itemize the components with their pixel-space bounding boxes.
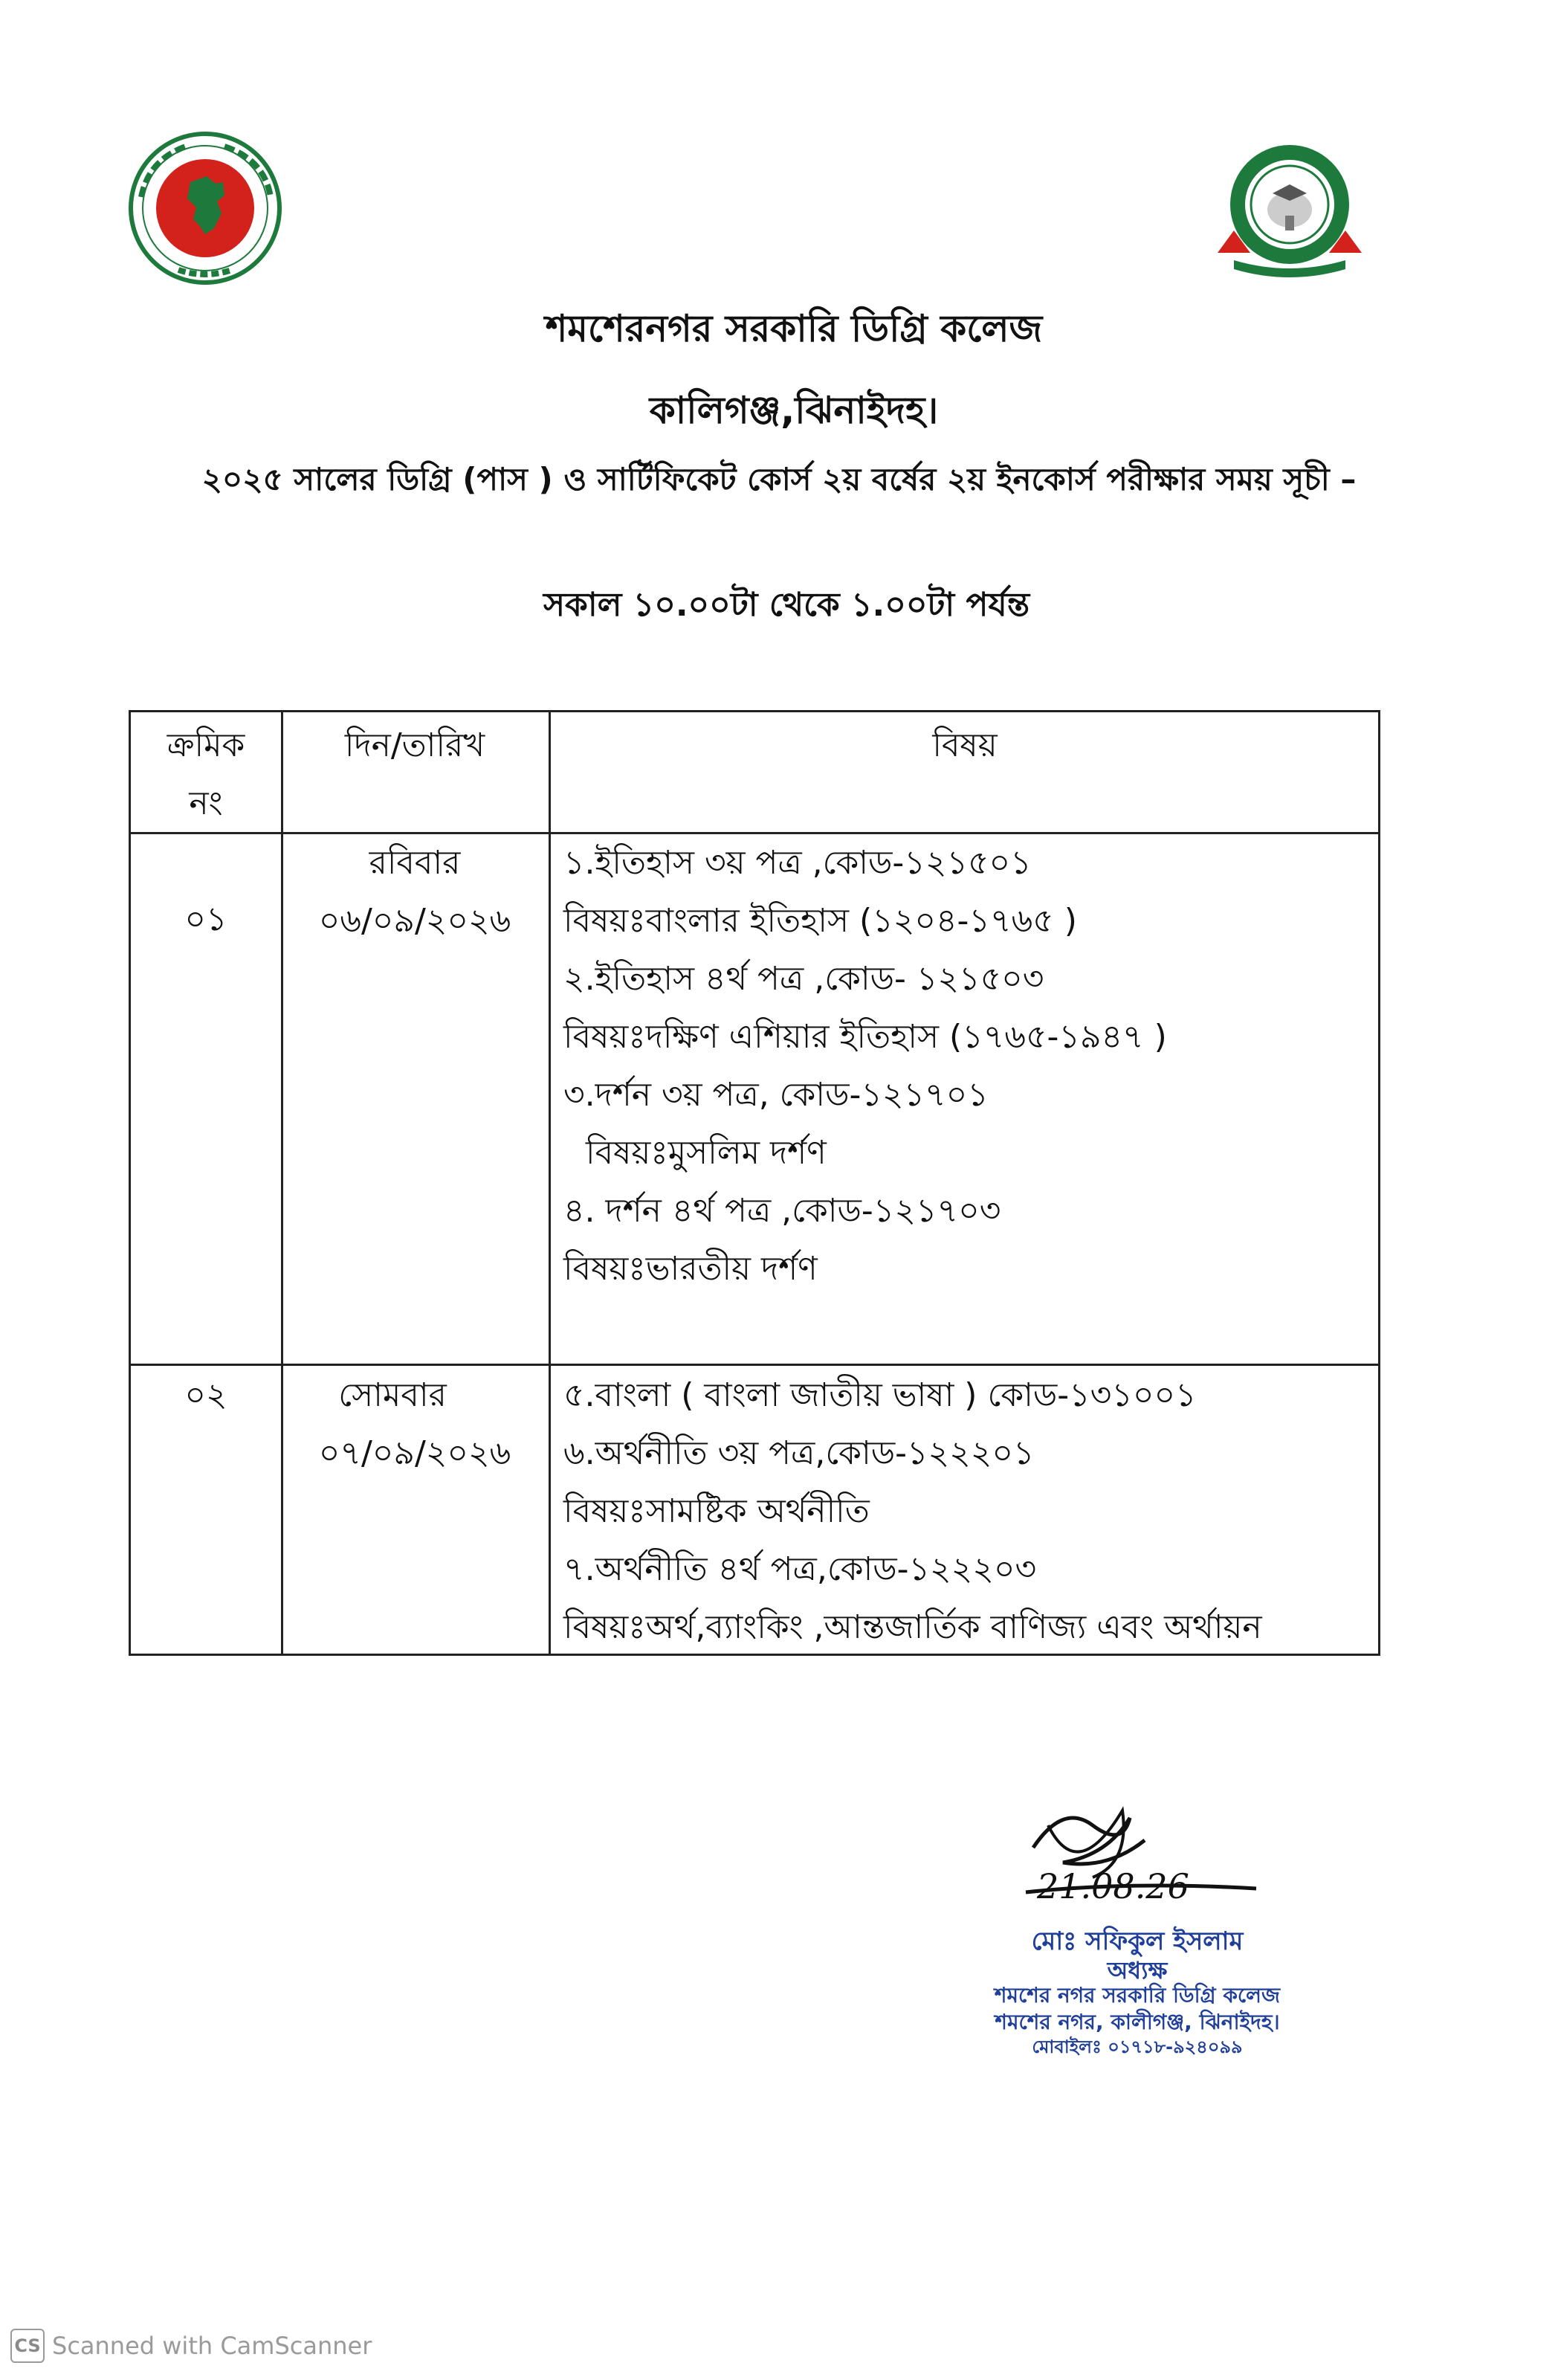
stamp-college: শমশের নগর সরকারি ডিগ্রি কলেজ (994, 1983, 1281, 2007)
table-divider (549, 712, 551, 1654)
college-name: শমশেরনগর সরকারি ডিগ্রি কলেজ (545, 307, 1043, 350)
row-2-serial: ০২ (184, 1376, 227, 1414)
subject-line: ৫.বাংলা ( বাংলা জাতীয় ভাষা ) কোড-১৩১০০১ (563, 1376, 1197, 1414)
subject-line: বিষয়ঃদক্ষিণ এশিয়ার ইতিহাস (১৭৬৫-১৯৪৭ ) (563, 1018, 1167, 1056)
header-day-date: দিন/তারিখ (344, 726, 485, 764)
college-emblem-logo (1212, 141, 1368, 283)
stamp-name: মোঃ সফিকুল ইসলাম (1031, 1926, 1244, 1956)
exam-schedule-table (129, 710, 1380, 1656)
subject-line: ৩.দর্শন ৩য় পত্র, কোড-১২১৭০১ (563, 1076, 989, 1114)
college-location: কালিগঞ্জ,ঝিনাইদহ। (649, 389, 939, 432)
subject-line: বিষয়ঃভারতীয় দর্শণ (563, 1250, 818, 1288)
table-divider (131, 1364, 1378, 1366)
camscanner-icon: CS (10, 2329, 45, 2363)
row-1-day-date: রবিবার ০৬/০৯/২০২৬ (318, 844, 511, 940)
exam-title: ২০২৫ সালের ডিগ্রি (পাস ) ও সার্টিফিকেট কোর্স ২য় বর্ষের ২য় ইনকোর্স পরীক্ষার সময় সূচী – (201, 461, 1357, 497)
subject-line: বিষয়ঃঅর্থ,ব্যাংকিং ,আন্তজার্তিক বাণিজ্য এবং অর্থায়ন (563, 1608, 1262, 1646)
subject-line: বিষয়ঃমুসলিম দর্শণ (586, 1134, 827, 1172)
handwritten-signature (1018, 1796, 1264, 1929)
stamp-address: শমশের নগর, কালীগঞ্জ, ঝিনাইদহ। (995, 2010, 1280, 2034)
subject-line: ১.ইতিহাস ৩য় পত্র ,কোড-১২১৫০১ (563, 844, 1032, 882)
signature-date: 21.08.26 (1037, 1866, 1189, 1906)
stamp-title: অধ্যক্ষ (1107, 1956, 1168, 1984)
government-seal-logo (119, 130, 291, 286)
stamp-mobile: মোবাইলঃ ০১৭১৮-৯২৪০৯৯ (1032, 2036, 1243, 2057)
row-1-subjects (563, 834, 1167, 1298)
subject-line: ২.ইতিহাস ৪র্থ পত্র ,কোড- ১২১৫০৩ (563, 960, 1044, 998)
subject-line: বিষয়ঃসামষ্টিক অর্থনীতি (563, 1492, 870, 1530)
subject-line: ৬.অর্থনীতি ৩য় পত্র,কোড-১২২২০১ (563, 1434, 1035, 1472)
exam-time: সকাল ১০.০০টা থেকে ১.০০টা পর্যন্ত (543, 586, 1030, 624)
row-2-day-date: সোমবার ০৭/০৯/২০২৬ (318, 1376, 511, 1472)
camscanner-watermark (10, 2327, 372, 2364)
row-2-subjects (563, 1367, 1262, 1657)
camscanner-text: Scanned with CamScanner (52, 2332, 372, 2360)
subject-line: ৪. দর্শন ৪র্থ পত্র ,কোড-১২১৭০৩ (563, 1192, 1001, 1230)
row-1-serial: ০১ (184, 900, 227, 938)
header-subject: বিষয় (932, 726, 998, 764)
subject-line: ৭.অর্থনীতি ৪র্থ পত্র,কোড-১২২২০৩ (563, 1550, 1037, 1588)
subject-line: বিষয়ঃবাংলার ইতিহাস (১২০৪-১৭৬৫ ) (563, 902, 1077, 940)
header-serial: ক্রমিক নং (167, 726, 245, 822)
